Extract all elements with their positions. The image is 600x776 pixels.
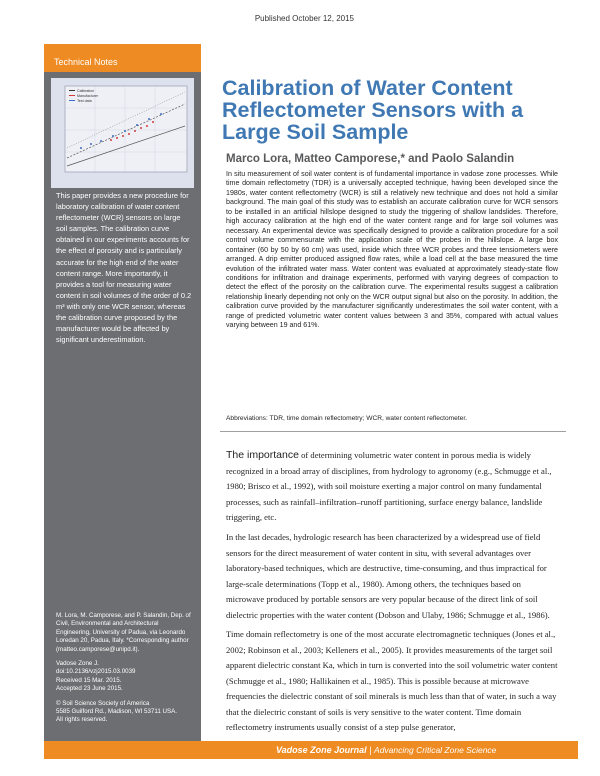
copyright-block [56, 700, 192, 725]
publication-date: Published October 12, 2015 [254, 14, 354, 23]
footer-band [44, 741, 578, 759]
citation-block [56, 660, 192, 694]
authors: Marco Lora, Matteo Camporese,* and Paolo Salandin [226, 153, 515, 165]
doi: doi:10.2136/vzj2015.03.0039 [56, 668, 136, 676]
copyright-rights: All rights reserved. [56, 716, 108, 724]
abbreviations: Abbreviations: TDR, time domain reflectometry; WCR, water content reflectometer. [226, 415, 468, 422]
figure-thumbnail [51, 78, 194, 188]
sidebar-abstract: This paper provides a new procedure for laboratory calibration of water content reflectometer (WCR) sensors on large soil samples. The calibration curve obtained in our experiments accounts for the effect of porosity and is particularly accurate for the high end of the water content range. More importantly, it provides a tool for measuring water content in soil volumes of the order of 0.2 m³ with only one WCR sensor, whereas the calibration curve proposed by the manufacturer would be affected by significant underestimation. [56, 191, 192, 345]
article-title: Calibration of Water Content Reflectometer Sensors with a Large Soil Sample [222, 76, 524, 144]
section-label: Technical Notes [44, 44, 201, 72]
journal-abbrev: Vadose Zone J. [56, 660, 99, 668]
copyright-owner: © Soil Science Society of America [56, 699, 150, 707]
body-paragraph-1 [226, 448, 560, 526]
abstract: In situ measurement of soil water content is of fundamental importance in vadose zone processes. While time domain reflectometry (TDR) is a universally accepted technique, having been developed since the 1980s, water content reflectometry (WCR) is still a relatively new technique and does not hold a similar background. The main goal of this study was to establish an accurate calibration curve for WCR sensors to be installed in an artificial hillslope designed to study the triggering of shallow landslides. Therefore, high accuracy calibration at the high end of the water content range and for large soil volumes was necessary. An experimental device was specifically designed to provide a calibration procedure for a soil control volume commensurate with the application scale of the probes in the hillslope. A large box container (60 by 50 by 60 cm) was used, inside which three WCR probes and three tensiometers were arranged. A drip emitter produced assigned flow rates, while a load cell at the base measured the time evolution of the infiltrated water mass. Water content was evaluated at approximately steady-state flow conditions for infiltration and drainage experiments, performed with varying degrees of compaction to detect the effect of the porosity on the calibration curve. The experimental results suggest a calibration relationship linearly depending not only on the WCR output signal but also on the porosity. In addition, the calibration curve provided by the manufacturer significantly underestimates the soil water content, with a range of predicted volumetric water content values between 3 and 35%, compared with actual values varying between 19 and 61%. [226, 170, 558, 330]
body-paragraph-2: In the last decades, hydrologic research has been characterized by a widespread use of field sensors for the direct measurement of water content in situ, with several advantages over laboratory-based techniques, which are destructive, time-consuming, and thus impractical for large-scale determinations (Topp et al., 1980). Among others, the techniques based on microwave produced by portable sensors are very popular because of the direct link of soil dielectric properties with the water content (Dobson and Ulaby, 1986; Schmugge et al., 1986). [226, 532, 550, 620]
accepted-date: Accepted 23 June 2015. [56, 685, 123, 693]
sidebar-info [56, 612, 192, 731]
received-date: Received 15 Mar. 2015. [56, 676, 122, 684]
section-divider [220, 431, 566, 432]
figure-legend-3: Test data [77, 99, 92, 103]
figure-legend-1: Calibration [77, 89, 95, 93]
journal-name: Vadose Zone Journal [276, 745, 367, 755]
lead-in: The importance [226, 449, 299, 461]
footer-separator: | [366, 745, 375, 755]
sidebar [44, 44, 201, 744]
affiliation: M. Lora, M. Camporese, and P. Salandin, Dep. of Civil, Environmental and Architectural Engineering, University of Padua, via Leonardo Loredan 20, Padua, Italy. *Corresponding author (matteo.camporese@unipd.it). [56, 612, 191, 653]
figure-legend-2: Manufacturer [77, 94, 99, 98]
journal-tagline: Advancing Critical Zone Science [374, 745, 497, 755]
copyright-address: 5585 Guilford Rd., Madison, WI 53711 USA. [56, 708, 177, 716]
paragraph-1-text: of determining volumetric water content in porous media is widely recognized in a broad array of disciplines, from hydrology to agronomy (e.g., Schmugge et al., 1980; Brisco et al., 1992), with soil moisture exerting a major control on many fundamental processes, such as rainfall–infiltration–runoff partitioning, surface energy balance, landslide triggering, etc. [226, 450, 552, 522]
body-paragraph-3: Time domain reflectometry is one of the most accurate electromagnetic techniques (Jones et al., 2002; Robinson et al., 2003; Kelleners et al., 2005). It provides measurements of the target soil apparent dielectric constant Ka, which in turn is converted into the soil volumetric water content (Schmugge et al., 1980; Hallikainen et al., 1985). This is possible because at microwave frequencies the dielectric constant of soil minerals is much less than that of water, in such a way that the dielectric constant of soils is very sensitive to the water content. Time domain reflectometry instruments usually consist of a step pulse generator, [226, 629, 558, 732]
footer-text [276, 745, 496, 755]
